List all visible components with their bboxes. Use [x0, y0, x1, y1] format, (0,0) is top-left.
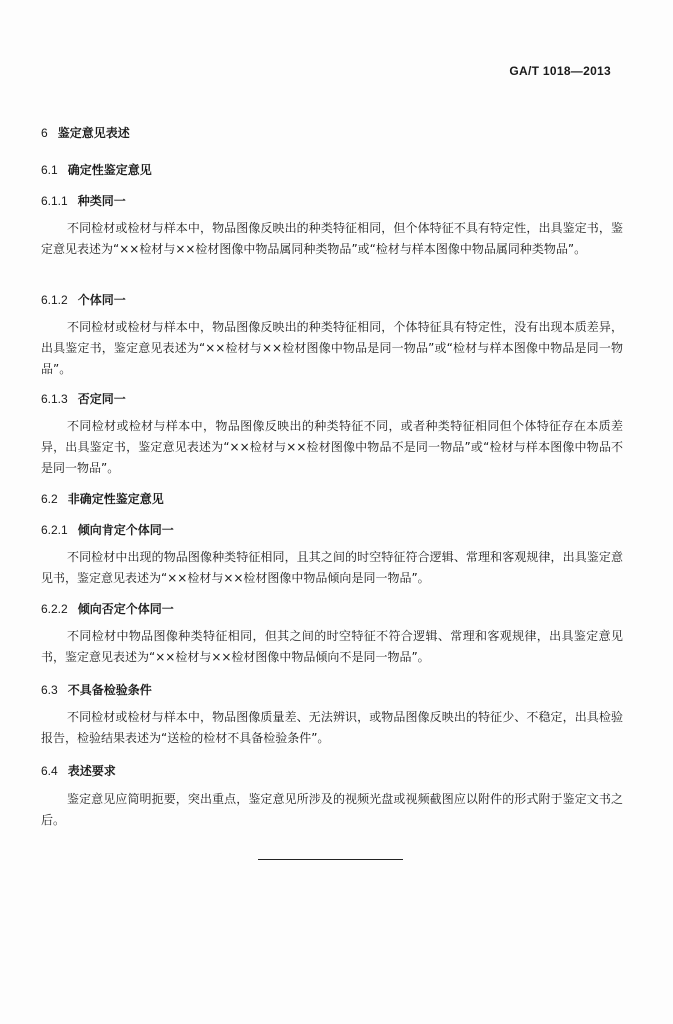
- section-number: 6.2.2: [41, 602, 68, 616]
- section-heading-6-1-3: [41, 390, 126, 407]
- section-heading-6-4: [41, 762, 116, 779]
- standard-number: GA/T 1018—2013: [509, 64, 611, 78]
- section-number: 6.1.2: [41, 293, 68, 307]
- section-number: 6.2: [41, 492, 58, 506]
- section-title: 个体同一: [77, 293, 126, 307]
- section-title: 种类同一: [77, 194, 126, 208]
- paragraph-6-3: 不同检材或检材与样本中，物品图像质量差、无法辨识，或物品图像反映出的特征少、不稳定，出具检验报告，检验结果表述为“送检的检材不具备检验条件”。: [41, 710, 623, 745]
- section-title: 确定性鉴定意见: [67, 163, 152, 177]
- section-number: 6.3: [41, 683, 58, 697]
- section-title: 非确定性鉴定意见: [67, 492, 164, 506]
- section-title: 表述要求: [67, 764, 116, 778]
- section-number: 6.4: [41, 764, 58, 778]
- paragraph-6-4: 鉴定意见应简明扼要，突出重点，鉴定意见所涉及的视频光盘或视频截图应以附件的形式附于鉴定文书之后。: [41, 792, 623, 827]
- paragraph-6-1-2: 不同检材或检材与样本中，物品图像反映出的种类特征相同，个体特征具有特定性，没有出现本质差异，出具鉴定书，鉴定意见表述为“××检材与××检材图像中物品是同一物品”或“检材与样本图像中物品是同一物品”。: [41, 320, 623, 376]
- paragraph-6-1-3: 不同检材或检材与样本中，物品图像反映出的种类特征不同，或者种类特征相同但个体特征存在本质差异，出具鉴定书，鉴定意见表述为“××检材与××检材图像中物品不是同一物品”或“检材与样本图像中物品不是同一物品”。: [41, 419, 623, 475]
- section-title: 倾向肯定个体同一: [77, 523, 174, 537]
- section-heading-6-3: [41, 681, 152, 698]
- paragraph-6-2-2: 不同检材中物品图像种类特征相同，但其之间的时空特征不符合逻辑、常理和客观规律，出具鉴定意见书，鉴定意见表述为“××检材与××检材图像中物品倾向不是同一物品”。: [41, 629, 623, 664]
- section-heading-6-2: [41, 490, 164, 507]
- section-heading-6-2-2: [41, 600, 174, 617]
- section-number: 6: [41, 126, 48, 140]
- paragraph-6-1-1: 不同检材或检材与样本中，物品图像反映出的种类特征相同，但个体特征不具有特定性，出具鉴定书，鉴定意见表述为“××检材与××检材图像中物品属同种类物品”或“检材与样本图像中物品属同种类物品”。: [41, 221, 623, 256]
- section-heading-6-2-1: [41, 521, 174, 538]
- section-number: 6.1: [41, 163, 58, 177]
- section-title: 否定同一: [77, 392, 126, 406]
- section-heading-6-1-1: [41, 192, 126, 209]
- section-heading-6-1: [41, 161, 152, 178]
- section-title: 不具备检验条件: [67, 683, 152, 697]
- section-title: 倾向否定个体同一: [77, 602, 174, 616]
- section-heading-6-1-2: [41, 291, 126, 308]
- section-heading-6: [41, 124, 130, 141]
- section-number: 6.1.1: [41, 194, 68, 208]
- section-title: 鉴定意见表述: [57, 126, 130, 140]
- section-number: 6.2.1: [41, 523, 68, 537]
- section-number: 6.1.3: [41, 392, 68, 406]
- paragraph-6-2-1: 不同检材中出现的物品图像种类特征相同，且其之间的时空特征符合逻辑、常理和客观规律，出具鉴定意见书，鉴定意见表述为“××检材与××检材图像中物品倾向是同一物品”。: [41, 550, 623, 585]
- end-of-text-rule: [258, 859, 403, 860]
